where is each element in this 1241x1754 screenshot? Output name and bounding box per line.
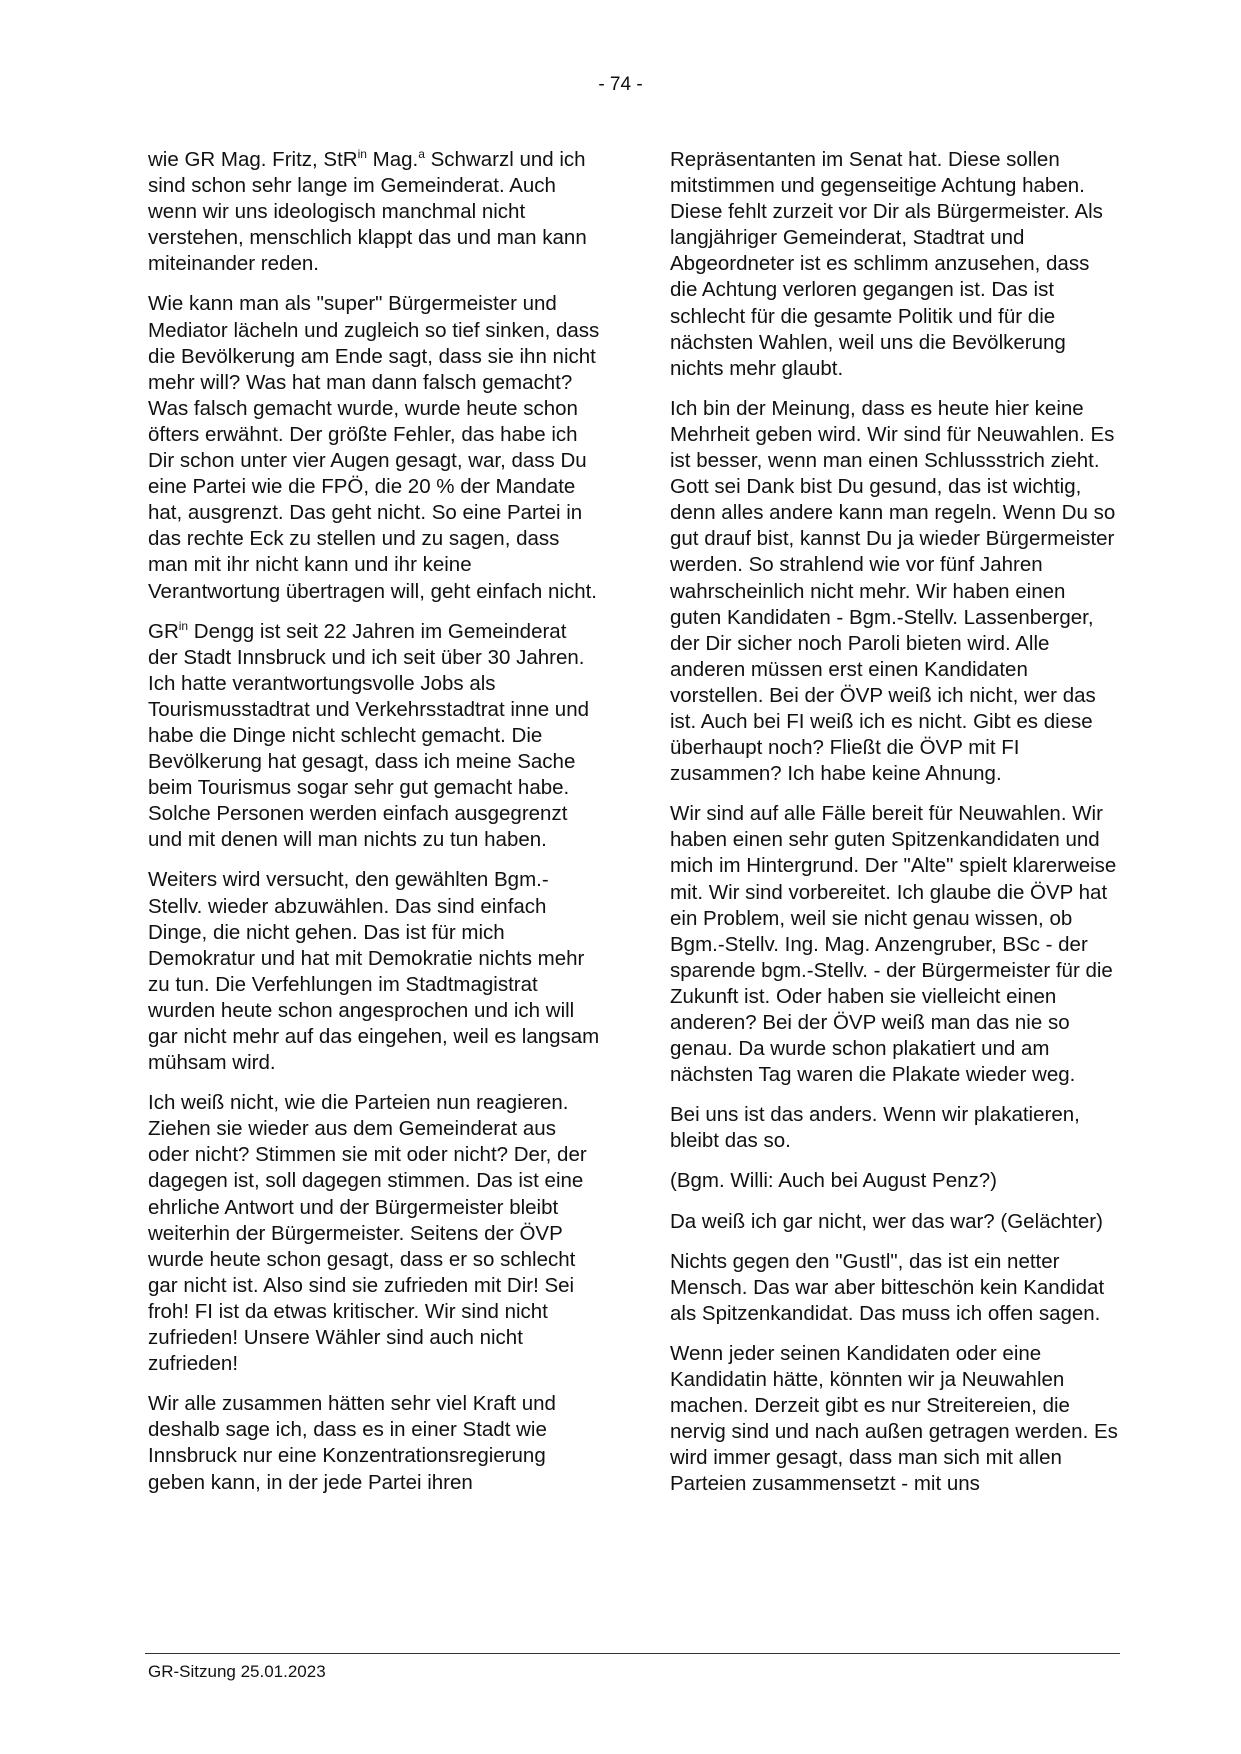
paragraph-text: Dengg ist seit 22 Jahren im Gemeinderat der Stadt Innsbruck und ich seit über 30 Jahren. Ich hatte verantwortungsvolle Jobs als Tourismusstadtrat und Verkehrsstadtrat inne und habe die Dinge nicht schlecht gemacht. Die Bevölkerung hat gesagt, dass ich meine Sache beim Tourismus sogar sehr gut gemacht habe. Solche Personen werden einfach ausgegrenzt und mit denen will man nichts zu tun haben. [148, 619, 589, 852]
paragraph: Wenn jeder seinen Kandidaten oder eine Kandidatin hätte, könnten wir ja Neuwahlen machen. Derzeit gibt es nur Streitereien, die nervig sind und nach außen getragen werden. Es wird immer gesagt, dass man sich mit allen Parteien zusammensetzt - mit uns [670, 1341, 1118, 1496]
footer-session-date: GR-Sitzung 25.01.2023 [148, 1662, 326, 1681]
paragraph: Bei uns ist das anders. Wenn wir plakatieren, bleibt das so. [670, 1103, 1080, 1153]
paragraph [148, 619, 600, 854]
superscript: a [418, 147, 425, 161]
footer-divider [145, 1653, 1120, 1654]
paragraph: Da weiß ich gar nicht, wer das war? (Gelächter) [670, 1209, 1103, 1233]
left-column [148, 147, 600, 1510]
paragraph-text: GR [148, 619, 179, 643]
paragraph: Weiters wird versucht, den gewählten Bgm.-Stellv. wieder abzuwählen. Das sind einfach Dinge, die nicht gehen. Das ist für mich Demokratur und hat mit Demokratie nichts mehr zu tun. Die Verfehlungen im Stadtmagistrat wurden heute schon angesprochen und ich will gar nicht mehr auf das eingehen, weil es langsam mühsam wird. [148, 868, 600, 1075]
paragraph-text: Schwarzl und ich sind schon sehr lange im Gemeinderat. Auch wenn wir uns ideologisch manchmal nicht verstehen, menschlich klappt das und man kann miteinander reden. [148, 148, 587, 276]
superscript: in [357, 147, 367, 161]
paragraph: Ich weiß nicht, wie die Parteien nun reagieren. Ziehen sie wieder aus dem Gemeinderat aus oder nicht? Stimmen sie mit oder nicht? Der, der dagegen ist, soll dagegen stimmen. Das ist eine ehrliche Antwort und der Bürgermeister bleibt weiterhin der Bürgermeister. Seitens der ÖVP wurde heute schon gesagt, dass er so schlecht gar nicht ist. Also sind sie zufrieden mit Dir! Sei froh! FI ist da etwas kritischer. Wir sind nicht zufrieden! Unsere Wähler sind auch nicht zufrieden! [148, 1091, 587, 1376]
paragraph: Nichts gegen den "Gustl", das ist ein netter Mensch. Das war aber bitteschön kein Kandidat als Spitzenkandidat. Das muss ich offen sagen. [670, 1249, 1105, 1325]
paragraph-text: Mag. [366, 148, 419, 171]
paragraph: Wir alle zusammen hätten sehr viel Kraft und deshalb sage ich, dass es in einer Stadt wie Innsbruck nur eine Konzentrationsregierung geben kann, in der jede Partei ihren [148, 1392, 556, 1494]
superscript: in [178, 618, 189, 633]
paragraph: Wir sind auf alle Fälle bereit für Neuwahlen. Wir haben einen sehr guten Spitzenkandidaten und mich im Hintergrund. Der "Alte" spielt klarerweise mit. Wir sind vorbereitet. Ich glaube die ÖVP hat ein Problem, weil sie nicht genau wissen, ob Bgm.-Stellv. Ing. Mag. Anzengruber, BSc - der sparende bgm.-Stellv. - der Bürgermeister für die Zukunft ist. Oder haben sie vielleicht einen anderen? Bei der ÖVP weiß man das nie so genau. Da wurde schon plakatiert und am nächsten Tag waren die Plakate wieder weg. [670, 802, 1117, 1087]
paragraph: Ich bin der Meinung, dass es heute hier keine Mehrheit geben wird. Wir sind für Neuwahlen. Es ist besser, wenn man einen Schlussstrich zieht. Gott sei Dank bist Du gesund, das ist wichtig, denn alles andere kann man regeln. Wenn Du so gut drauf bist, kannst Du ja wieder Bürgermeister werden. So strahlend wie vor fünf Jahren wahrscheinlich nicht mehr. Wir haben einen guten Kandidaten - Bgm.-Stellv. Lassenberger, der Dir sicher noch Paroli bieten wird. Alle anderen müssen erst einen Kandidaten vorstellen. Bei der ÖVP weiß ich nicht, wer das ist. Auch bei FI weiß ich es nicht. Gibt es diese überhaupt noch? Fließt die ÖVP mit FI zusammen? Ich habe keine Ahnung. [670, 396, 1116, 786]
paragraph: (Bgm. Willi: Auch bei August Penz?) [670, 1169, 998, 1193]
paragraph: Repräsentanten im Senat hat. Diese sollen mitstimmen und gegenseitige Achtung haben. Diese fehlt zurzeit vor Dir als Bürgermeister. Als langjähriger Gemeinderat, Stadtrat und Abgeordneter ist es schlimm anzusehen, dass die Achtung verloren gegangen ist. Das ist schlecht für die gesamte Politik und für die nächsten Wahlen, weil uns die Bevölkerung nichts mehr glaubt. [670, 148, 1103, 380]
right-column [670, 147, 1120, 1512]
paragraph [148, 147, 600, 277]
page-number: - 74 - [598, 74, 643, 95]
paragraph: Wie kann man als "super" Bürgermeister und Mediator lächeln und zugleich so tief sinken, dass die Bevölkerung am Ende sagt, dass sie ihn nicht mehr will? Was hat man dann falsch gemacht? Was falsch gemacht wurde, wurde heute schon öfters erwähnt. Der größte Fehler, das habe ich Dir schon unter vier Augen gesagt, war, dass Du eine Partei wie die FPÖ, die 20 % der Mandate hat, ausgrenzt. Das geht nicht. So eine Partei in das rechte Eck zu stellen und zu sagen, dass man mit ihr nicht kann und ihr keine Verantwortung übertragen will, geht einfach nicht. [148, 292, 600, 603]
paragraph-text: wie GR Mag. Fritz, StR [148, 148, 358, 171]
